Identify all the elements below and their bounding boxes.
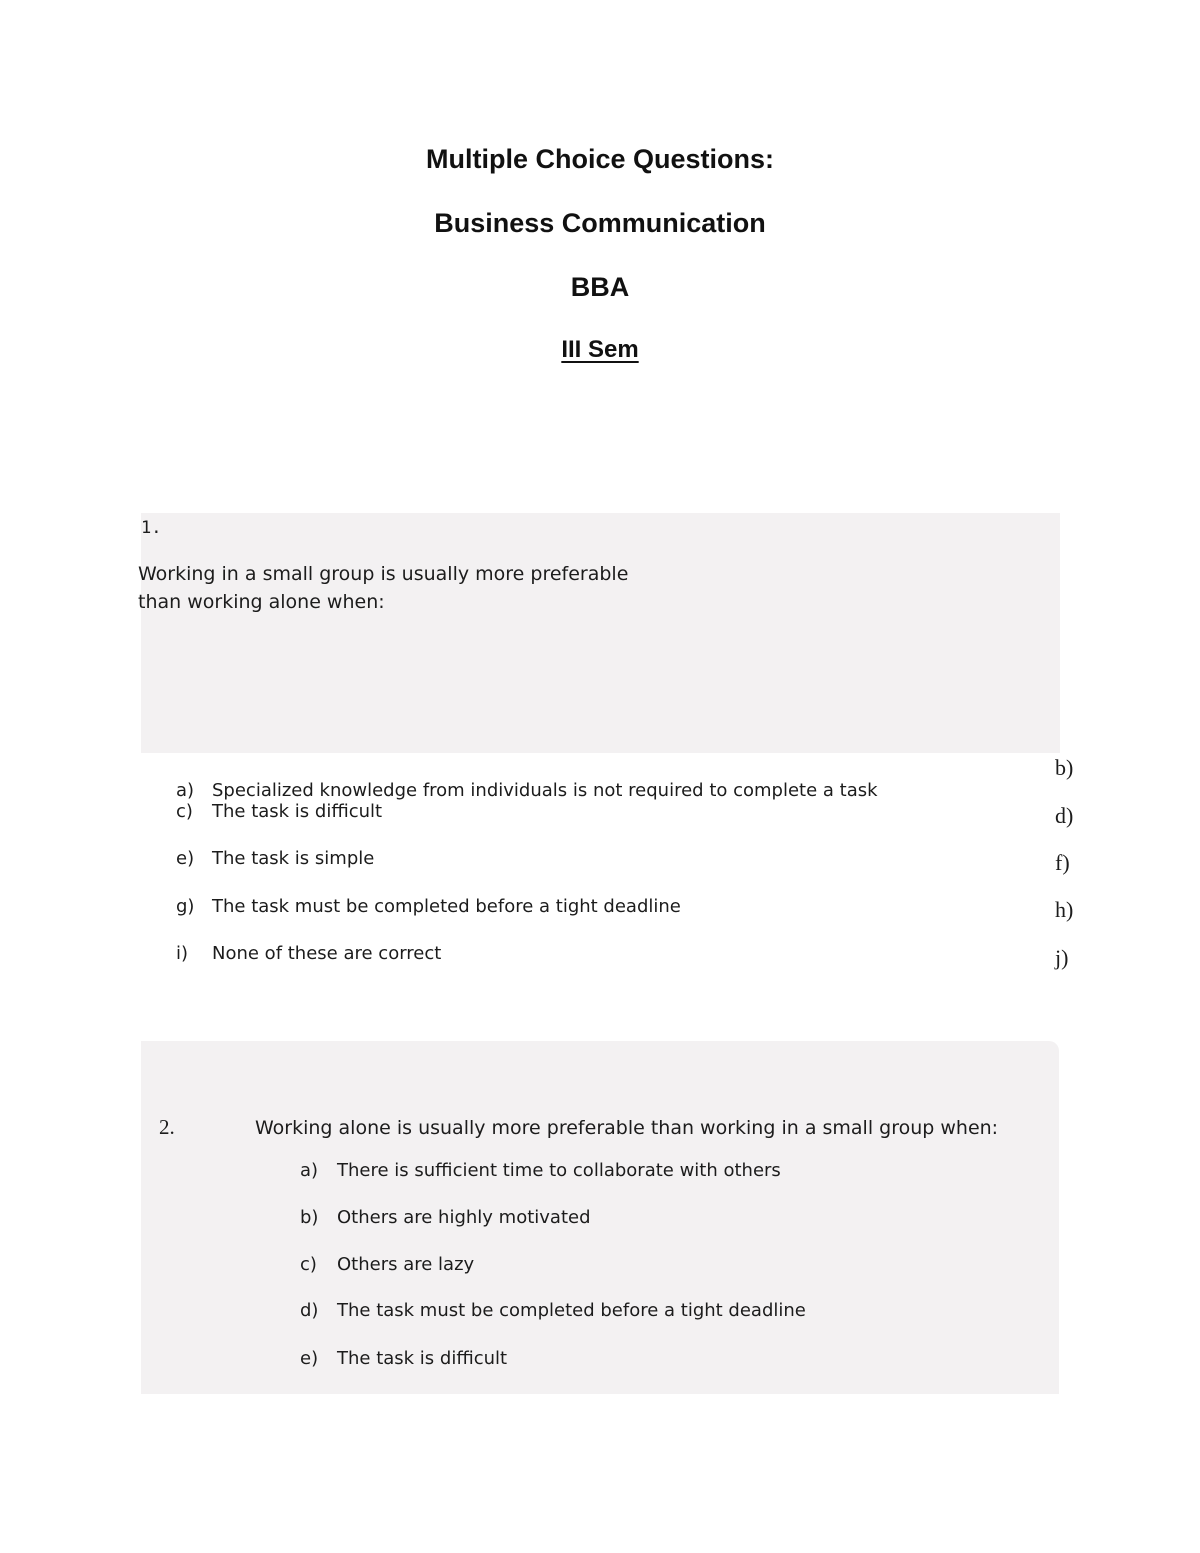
question-1-number: 1. <box>141 518 162 538</box>
semester-heading: III Sem <box>561 336 639 363</box>
question-2-number: 2. <box>159 1115 175 1139</box>
question-2-option-text[interactable]: Others are highly motivated <box>337 1207 591 1228</box>
question-2-option-letter: a) <box>300 1160 319 1181</box>
question-1-option-letter: i) <box>176 943 189 964</box>
question-2-option-letter: c) <box>300 1254 317 1275</box>
right-option-letter: b) <box>1055 755 1074 780</box>
question-2-option-letter: e) <box>300 1348 319 1369</box>
question-1-option-text[interactable]: The task must be completed before a tight deadline <box>212 896 681 917</box>
question-1-option-letter: a) <box>176 780 195 801</box>
right-option-letter: f) <box>1055 850 1070 875</box>
program-heading: BBA <box>570 272 630 302</box>
question-1-option-letter: e) <box>176 848 195 869</box>
question-1-option-letter: c) <box>176 801 193 822</box>
question-1-option-text[interactable]: None of these are correct <box>212 943 442 964</box>
question-1-option-text[interactable]: The task is difficult <box>212 801 383 822</box>
question-2-option-text[interactable]: The task is difficult <box>337 1348 508 1369</box>
question-1-panel <box>141 513 1060 753</box>
question-2-panel <box>141 1041 1059 1394</box>
right-option-letter: j) <box>1055 945 1069 970</box>
question-2-option-text[interactable]: The task must be completed before a tight deadline <box>337 1300 806 1321</box>
question-1-option-text[interactable]: The task is simple <box>212 848 375 869</box>
question-2-option-letter: b) <box>300 1207 319 1228</box>
question-2-option-text[interactable]: There is sufficient time to collaborate with others <box>337 1160 781 1181</box>
right-option-letter: h) <box>1055 897 1074 922</box>
document-title: Multiple Choice Questions: <box>425 144 775 174</box>
question-1-text-line-2: than working alone when: <box>138 591 385 613</box>
question-1-option-text[interactable]: Specialized knowledge from individuals is not required to complete a task <box>212 780 878 801</box>
question-2-option-letter: d) <box>300 1300 319 1321</box>
subject-heading: Business Communication <box>434 208 766 238</box>
question-1-option-letter: g) <box>176 896 195 917</box>
right-option-letter: d) <box>1055 803 1074 828</box>
question-2-text: Working alone is usually more preferable than working in a small group when: <box>255 1117 999 1139</box>
question-1-text-line-1: Working in a small group is usually more preferable <box>138 563 629 585</box>
question-2-option-text[interactable]: Others are lazy <box>337 1254 475 1275</box>
